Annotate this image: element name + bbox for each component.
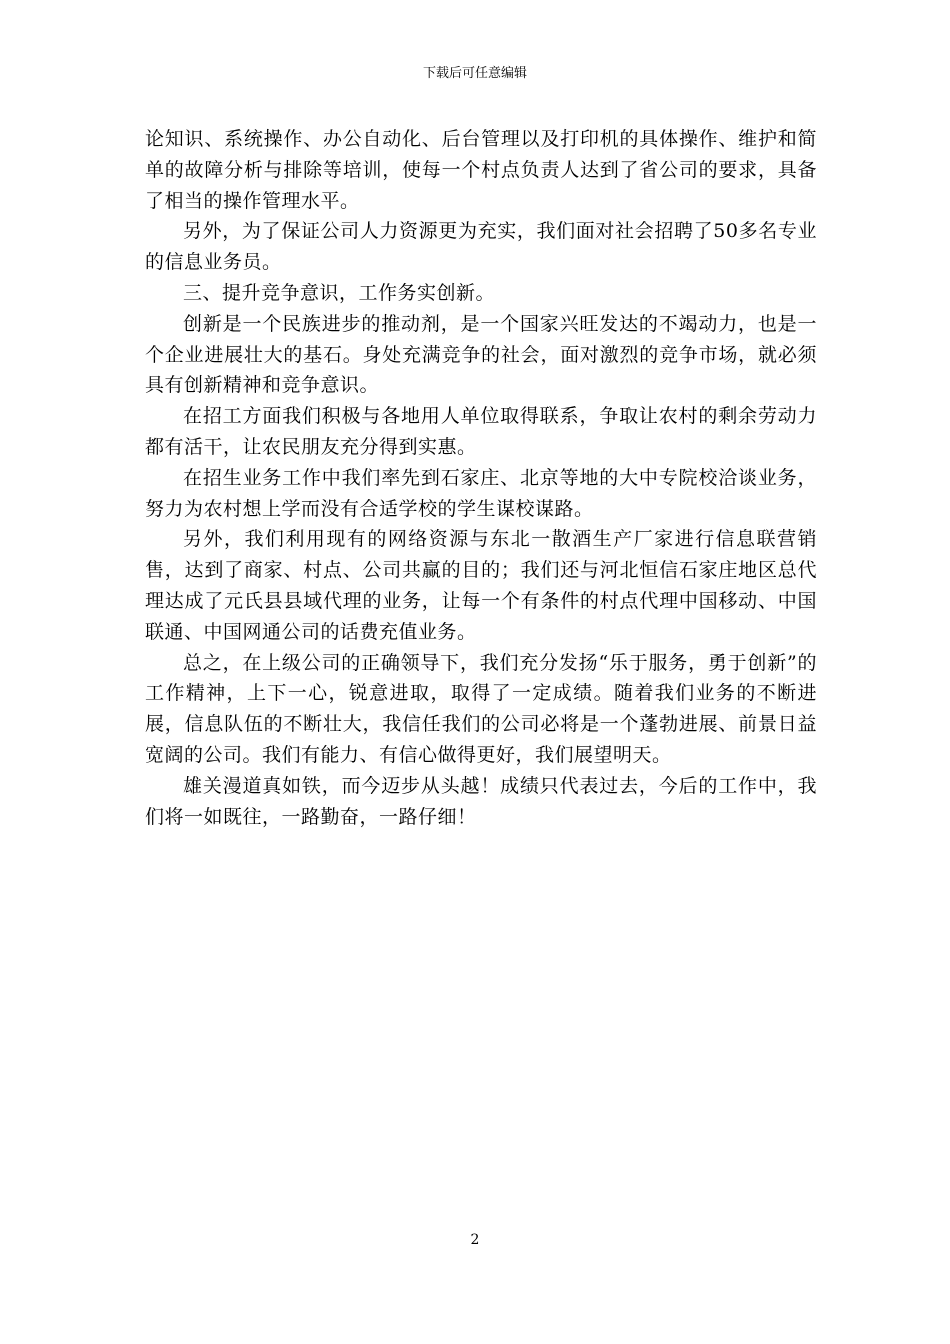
paragraph-6: 另外，我们利用现有的网络资源与东北一散酒生产厂家进行信息联营销售，达到了商家、村点、公司共赢的目的；我们还与河北恒信石家庄地区总代理达成了元氏县县域代理的业务，让每一个有条件的村点代理中国移动、中国联通、中国网通公司的话费充值业务。 <box>145 528 817 643</box>
document-body <box>145 124 817 832</box>
paragraph-8: 雄关漫道真如铁，而今迈步从头越！成绩只代表过去，今后的工作中，我们将一如既往，一路勤奋，一路仔细！ <box>145 774 817 828</box>
paragraph-4: 在招工方面我们积极与各地用人单位取得联系，争取让农村的剩余劳动力都有活干，让农民朋友充分得到实惠。 <box>145 405 817 458</box>
page-number: 2 <box>470 1232 480 1248</box>
section-heading: 三、提升竞争意识，工作务实创新。 <box>183 281 496 304</box>
paragraph-2: 另外，为了保证公司人力资源更为充实，我们面对社会招聘了50多名专业的信息业务员。 <box>145 220 817 274</box>
paragraph-1: 论知识、系统操作、办公自动化、后台管理以及打印机的具体操作、维护和简单的故障分析与排除等培训，使每一个村点负责人达到了省公司的要求，具备了相当的操作管理水平。 <box>145 128 817 212</box>
paragraph-7: 总之，在上级公司的正确领导下，我们充分发扬“乐于服务，勇于创新”的工作精神，上下一心，锐意进取，取得了一定成绩。随着我们业务的不断进展，信息队伍的不断壮大，我信任我们的公司必将是一个蓬勃进展、前景日益宽阔的公司。我们有能力、有信心做得更好，我们展望明天。 <box>145 651 817 766</box>
paragraph-5: 在招生业务工作中我们率先到石家庄、北京等地的大中专院校洽谈业务，努力为农村想上学而没有合适学校的学生谋校谋路。 <box>145 466 817 520</box>
page-header: 下载后可任意编辑 <box>422 66 527 81</box>
paragraph-3: 创新是一个民族进步的推动剂，是一个国家兴旺发达的不竭动力，也是一个企业进展壮大的基石。身处充满竞争的社会，面对激烈的竞争市场，就必须具有创新精神和竞争意识。 <box>145 312 817 397</box>
